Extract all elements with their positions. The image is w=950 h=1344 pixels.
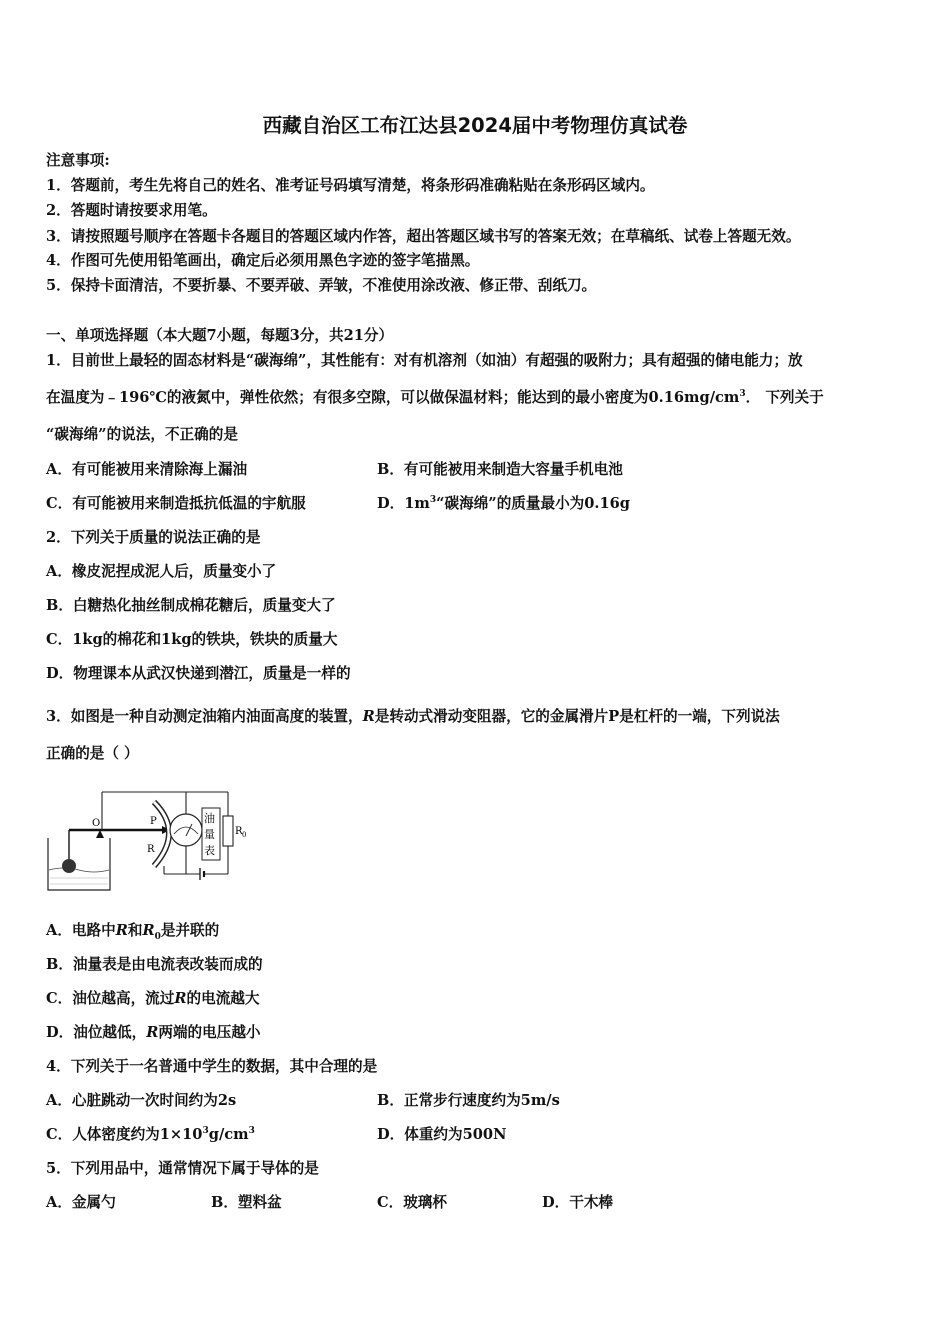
q3-option-d-r: R — [146, 1024, 159, 1041]
q2-option-d: D．物理课本从武汉快递到潜江，质量是一样的 — [46, 665, 351, 682]
q1-stem-line2 — [46, 388, 824, 408]
q4-option-c-pre: C．人体密度约为1×10 — [46, 1126, 203, 1143]
q3-stem-line1-r: R — [362, 708, 375, 725]
q1-stem-line2-sup: 3 — [739, 389, 746, 400]
q3-stem-line2: 正确的是（ ） — [46, 745, 139, 762]
q5-option-d: D．干木棒 — [542, 1194, 614, 1211]
q4-option-b: B．正常步行速度约为5m/s — [377, 1092, 560, 1109]
q2-option-b: B．白糖热化抽丝制成棉花糖后，质量变大了 — [46, 597, 336, 614]
q3-option-d-pre: D．油位越低， — [46, 1024, 147, 1041]
q5-option-c: C．玻璃杯 — [377, 1194, 447, 1211]
q3-option-a-sub: 0 — [154, 931, 161, 942]
notice-heading: 注意事项: — [46, 152, 110, 169]
label-o: O — [92, 818, 101, 829]
q2-stem: 2．下列关于质量的说法正确的是 — [46, 529, 261, 546]
notice-item-1: 1．答题前，考生先将自己的姓名、准考证号码填写清楚，将条形码准确粘贴在条形码区域内。 — [46, 177, 655, 194]
page-title: 西藏自治区工布江达县2024届中考物理仿真试卷 — [262, 114, 688, 137]
oil-surface — [49, 868, 109, 872]
q3-stem-line1-a: 3．如图是一种自动测定油箱内油面高度的装置， — [46, 708, 363, 725]
q1-option-d-sup: 3 — [429, 495, 437, 506]
q3-option-c-r: R — [174, 990, 187, 1007]
oil-tank — [48, 838, 110, 890]
q5-option-a: A．金属勺 — [46, 1194, 116, 1211]
float-ball — [62, 859, 76, 873]
q3-option-b: B．油量表是由电流表改装而成的 — [46, 956, 263, 973]
oil-level-circuit-figure — [46, 786, 252, 894]
label-r0-sub: 0 — [242, 831, 247, 839]
q1-option-d-pre: D．1m — [377, 495, 430, 512]
q4-option-a: A．心脏跳动一次时间约为2s — [46, 1092, 237, 1109]
q3-option-a — [46, 921, 219, 941]
notice-item-4: 4．作图可先使用铅笔画出，确定后必须用黑色字迹的签字笔描黑。 — [46, 252, 480, 269]
notice-item-5: 5．保持卡面清洁，不要折暴、不要弄破、弄皱，不准使用涂改液、修正带、刮纸刀。 — [46, 277, 597, 294]
q1-option-d-post: “碳海绵”的质量最小为0.16g — [436, 495, 631, 512]
q3-option-c — [46, 989, 260, 1009]
q3-option-a-mid: 和 — [127, 922, 143, 939]
q5-stem: 5．下列用品中，通常情况下属于导体的是 — [46, 1160, 319, 1177]
notice-item-3: 3．请按照题号顺序在答题卡各题目的答题区域内作答，超出答题区域书写的答案无效；在草稿纸、试卷上答题无效。 — [46, 228, 801, 245]
q4-option-d: D．体重约为500N — [377, 1126, 507, 1143]
resistor-r0 — [223, 816, 233, 846]
q1-stem-line1: 1．目前世上最轻的固态材料是“碳海绵”，其性能有：对有机溶剂（如油）有超强的吸附力；具有超强的储电能力；放 — [46, 352, 803, 369]
q4-option-c-sup1: 3 — [202, 1126, 209, 1137]
q1-option-c: C．有可能被用来制造抵抗低温的宇航服 — [46, 495, 306, 512]
notice-item-2: 2．答题时请按要求用笔。 — [46, 202, 217, 219]
q3-option-a-pre: A．电路中 — [46, 922, 116, 939]
pivot-o — [96, 830, 104, 838]
q4-option-c-mid: g/cm — [208, 1126, 249, 1143]
q1-stem-line2-tail: ． 下列关于 — [745, 389, 824, 406]
q3-option-c-post: 的电流越大 — [186, 990, 260, 1007]
meter-label-2: 量 — [204, 828, 215, 841]
q3-stem-line1-b: 是转动式滑动变阻器，它的金属滑片P是杠杆的一端，下列说法 — [374, 708, 780, 725]
q1-stem-line2-text: 在温度为﹣196℃的液氮中，弹性依然；有很多空隙，可以做保温材料；能达到的最小密度为0.16mg/cm — [46, 389, 740, 406]
q3-option-a-r: R — [115, 922, 128, 939]
q1-option-d — [377, 494, 630, 514]
label-p: P — [150, 816, 157, 827]
q2-option-a: A．橡皮泥捏成泥人后，质量变小了 — [46, 563, 277, 580]
q2-option-c: C．1kg的棉花和1kg的铁块，铁块的质量大 — [46, 631, 338, 648]
q4-option-c — [46, 1125, 255, 1145]
oil-meter — [170, 814, 202, 846]
q1-option-a: A．有可能被用来清除海上漏油 — [46, 461, 248, 478]
q1-stem-line3: “碳海绵”的说法，不正确的是 — [46, 426, 238, 443]
meter-label-3: 表 — [204, 844, 215, 857]
q4-stem: 4．下列关于一名普通中学生的数据，其中合理的是 — [46, 1058, 378, 1075]
q5-option-b: B．塑料盆 — [211, 1194, 282, 1211]
label-r0: R — [235, 826, 243, 837]
q3-option-c-pre: C．油位越高，流过 — [46, 990, 175, 1007]
section-heading: 一、单项选择题（本大题7小题，每题3分，共21分） — [46, 327, 394, 344]
q3-stem-line1 — [46, 707, 780, 727]
q3-option-d — [46, 1023, 261, 1043]
meter-label-1: 油 — [204, 812, 215, 825]
q4-option-c-sup2: 3 — [248, 1126, 255, 1137]
q1-option-b: B．有可能被用来制造大容量手机电池 — [377, 461, 623, 478]
q3-option-a-post: 是并联的 — [160, 922, 220, 939]
q3-option-d-post: 两端的电压越小 — [158, 1024, 261, 1041]
label-r: R — [147, 844, 155, 855]
q3-option-a-r0: R — [142, 922, 155, 939]
